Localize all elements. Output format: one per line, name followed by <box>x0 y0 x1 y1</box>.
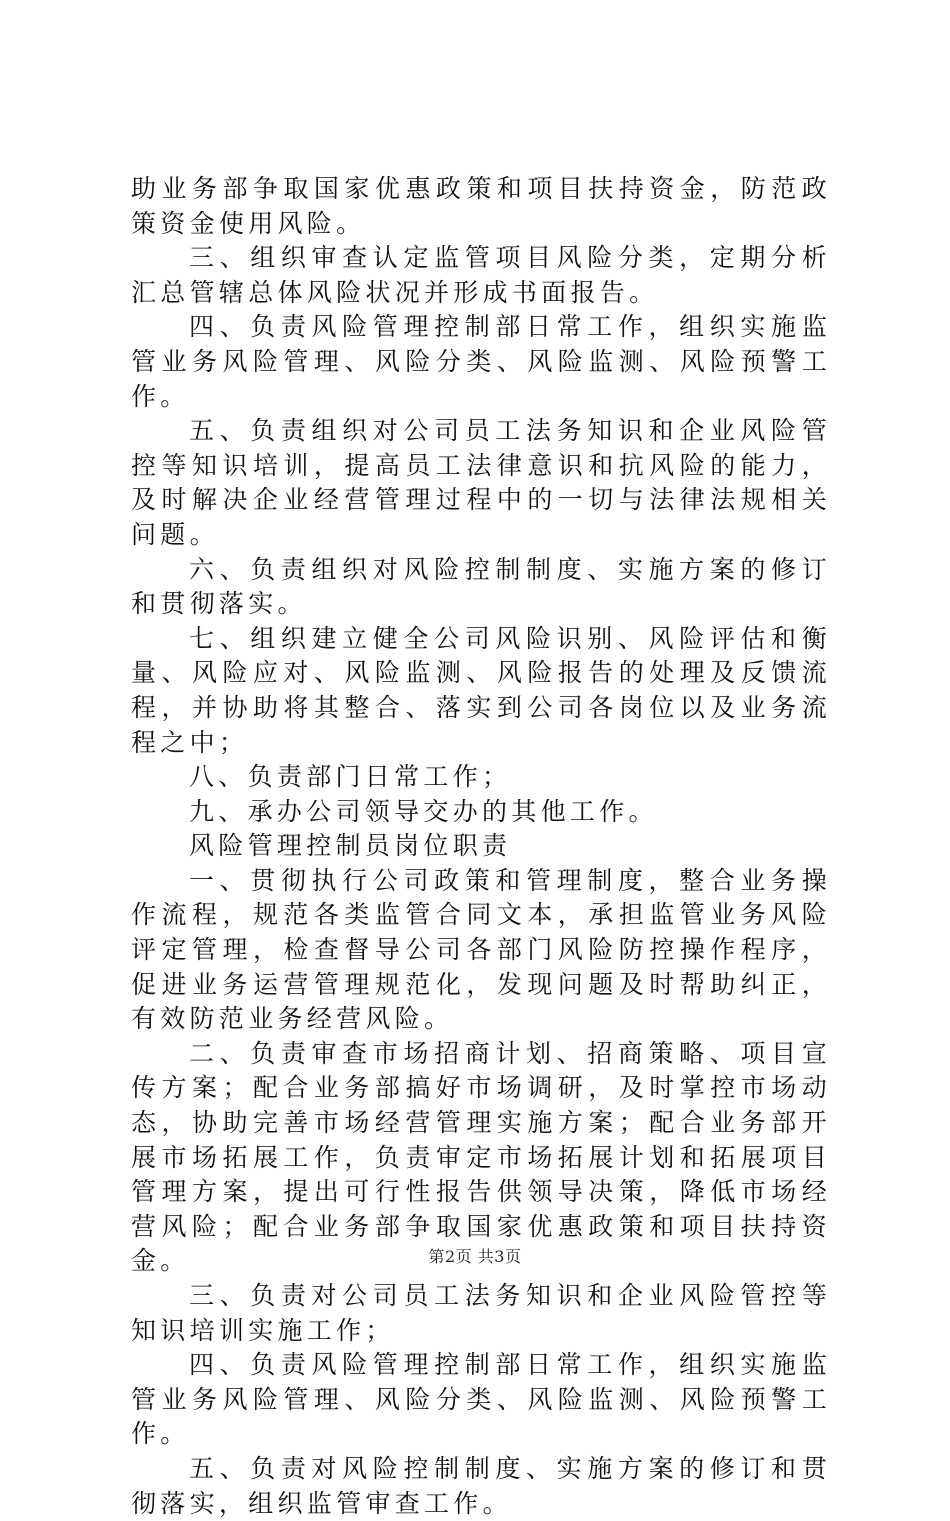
paragraph: 助业务部争取国家优惠政策和项目扶持资金，防范政策资金使用风险。 <box>131 174 831 238</box>
paragraph: 三、组织审查认定监管项目风险分类，定期分析汇总管辖总体风险状况并形成书面报告。 <box>131 243 831 307</box>
paragraph: 五、负责组织对公司员工法务知识和企业风险管控等知识培训，提高员工法律意识和抗风险的能力，及时解决企业经营管理过程中的一切与法律法规相关问题。 <box>131 416 831 549</box>
paragraph: 二、负责审查市场招商计划、招商策略、项目宣传方案；配合业务部搞好市场调研，及时掌控市场动态，协助完善市场经营管理实施方案；配合业务部开展市场拓展工作，负责审定市场拓展计划和拓展项目管理方案，提出可行性报告供领导决策，降低市场经营风险；配合业务部争取国家优惠政策和项目扶持资金。 <box>131 1038 831 1276</box>
paragraph: 三、负责对公司员工法务知识和企业风险管控等知识培训实施工作； <box>131 1281 831 1345</box>
paragraph: 四、负责风险管理控制部日常工作，组织实施监管业务风险管理、风险分类、风险监测、风险预警工作。 <box>131 312 831 411</box>
section-heading: 风险管理控制员岗位职责 <box>189 831 512 861</box>
paragraph: 四、负责风险管理控制部日常工作，组织实施监管业务风险管理、风险分类、风险监测、风险预警工作。 <box>131 1350 831 1449</box>
paragraph: 五、负责对风险控制制度、实施方案的修订和贯彻落实，组织监管审查工作。 <box>131 1453 831 1518</box>
paragraph: 七、组织建立健全公司风险识别、风险评估和衡量、风险应对、风险监测、风险报告的处理及反馈流程，并协助将其整合、落实到公司各岗位以及业务流程之中； <box>131 623 831 757</box>
page-number-footer: 第2页 共3页 <box>428 1247 522 1266</box>
paragraph: 一、贯彻执行公司政策和管理制度，整合业务操作流程，规范各类监管合同文本，承担监管业务风险评定管理，检查督导公司各部门风险防控操作程序，促进业务运营管理规范化，发现问题及时帮助纠正，有效防范业务经营风险。 <box>131 865 831 1034</box>
paragraph: 六、负责组织对风险控制制度、实施方案的修订和贯彻落实。 <box>131 554 831 619</box>
paragraph: 九、承办公司领导交办的其他工作。 <box>189 796 658 826</box>
document-body <box>131 172 831 1521</box>
paragraph: 八、负责部门日常工作； <box>189 762 512 792</box>
